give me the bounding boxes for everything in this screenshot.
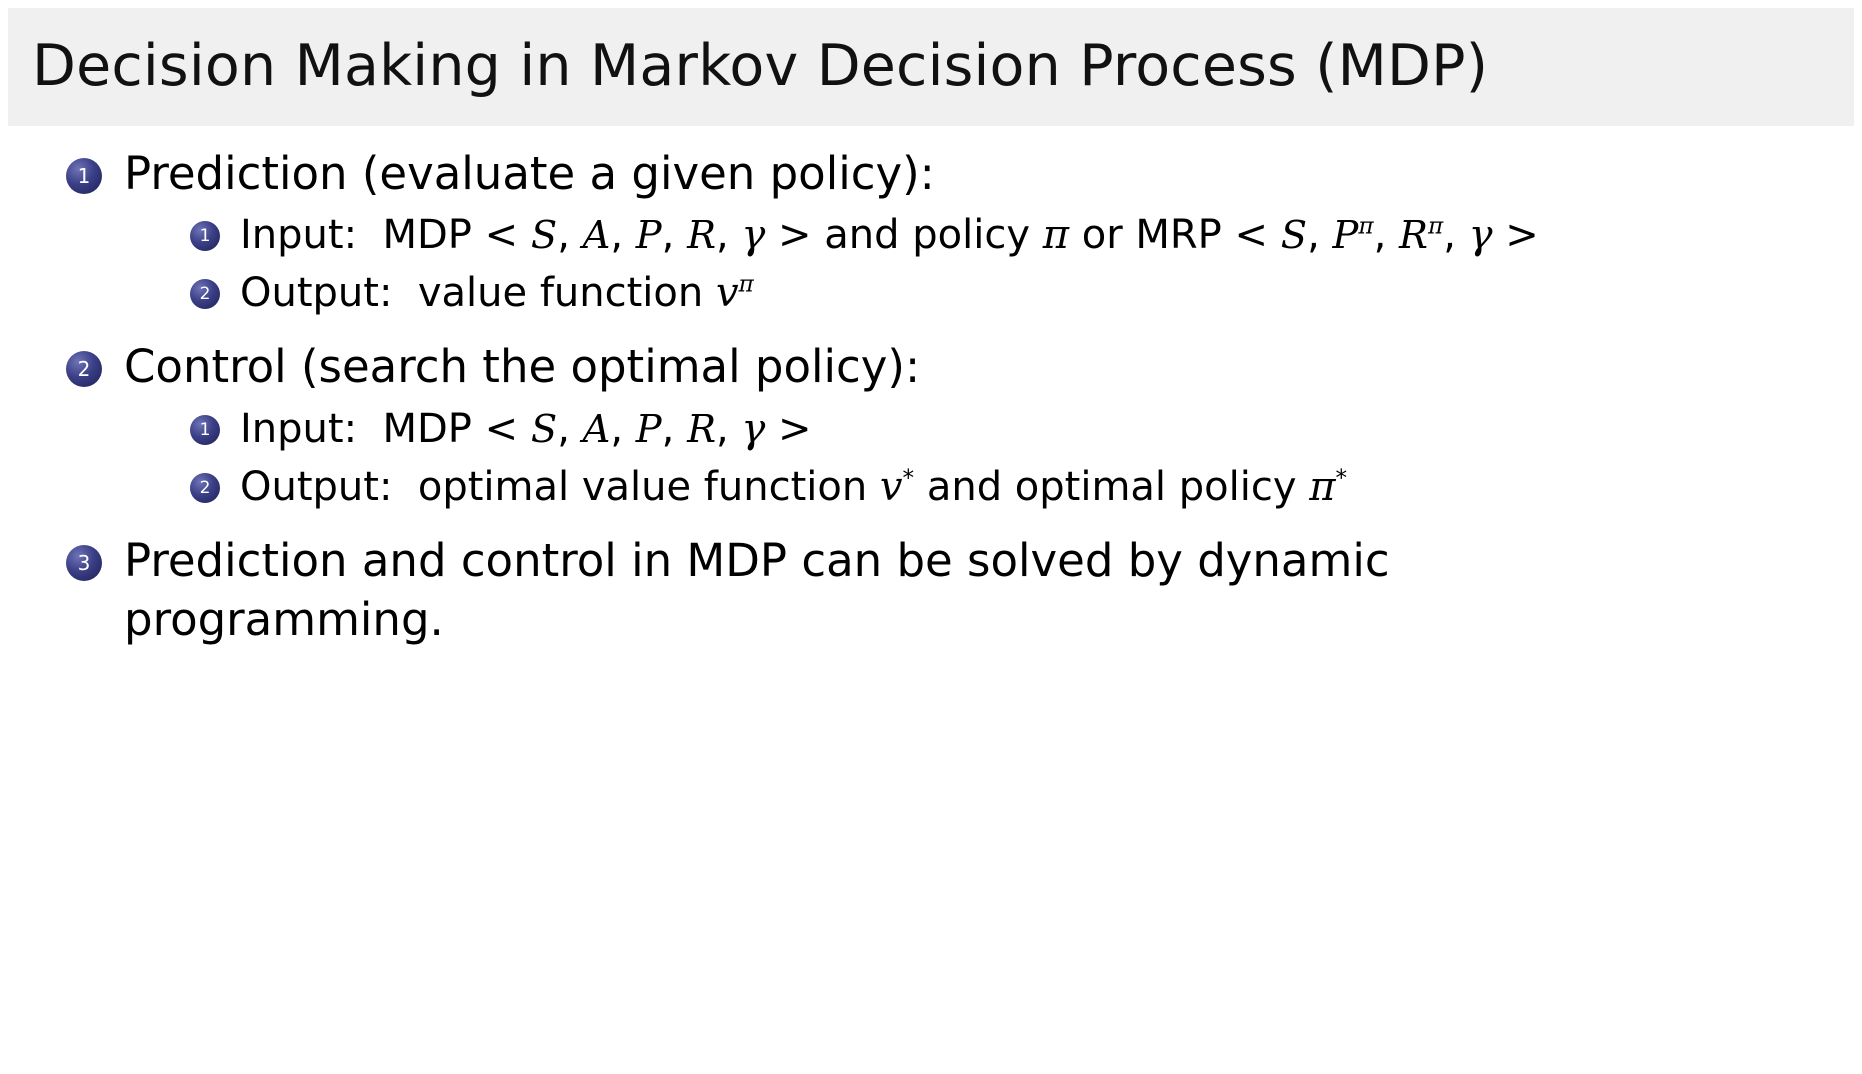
enum-badge-3: 3 — [66, 545, 102, 581]
sub-list-item-row — [190, 403, 1862, 455]
sub-list-item-row — [190, 461, 1862, 513]
sub-list-item-label: Input: MDP < S, A, P, R, γ > and policy π or MRP < S, $P^\pi$, $R^\pi$, γ > — [240, 212, 1539, 259]
list-item-label: Control (search the optimal policy): — [124, 340, 921, 394]
sub-list-item-row — [190, 209, 1862, 261]
enum-badge-sub-2: 2 — [190, 473, 220, 503]
list-item-label: Prediction and control in MDP can be solved by dynamic programming. — [124, 533, 1390, 647]
list-item — [0, 337, 1862, 512]
page-title: Decision Making in Markov Decision Process (MDP) — [32, 33, 1489, 100]
list-item-row — [66, 337, 1862, 396]
enum-badge-1: 1 — [66, 158, 102, 194]
list-item — [0, 531, 1862, 650]
slide-title-bar — [8, 8, 1854, 126]
slide-content — [0, 126, 1862, 1074]
list-item-row — [66, 144, 1862, 203]
sub-list-item-label: Output: value function $v^\pi$ — [240, 270, 754, 317]
enum-badge-sub-1: 1 — [190, 415, 220, 445]
list-item — [0, 144, 1862, 319]
enum-badge-sub-2: 2 — [190, 279, 220, 309]
sub-list-item-label: Input: MDP < S, A, P, R, γ > — [240, 405, 812, 452]
enum-badge-2: 2 — [66, 351, 102, 387]
enum-badge-sub-1: 1 — [190, 221, 220, 251]
list-item-label: Prediction (evaluate a given policy): — [124, 147, 935, 200]
sub-list-item-label: Output: optimal value function v* and optimal policy π* — [240, 463, 1348, 510]
list-item-row — [66, 531, 1862, 650]
sub-list-item-row — [190, 267, 1862, 319]
